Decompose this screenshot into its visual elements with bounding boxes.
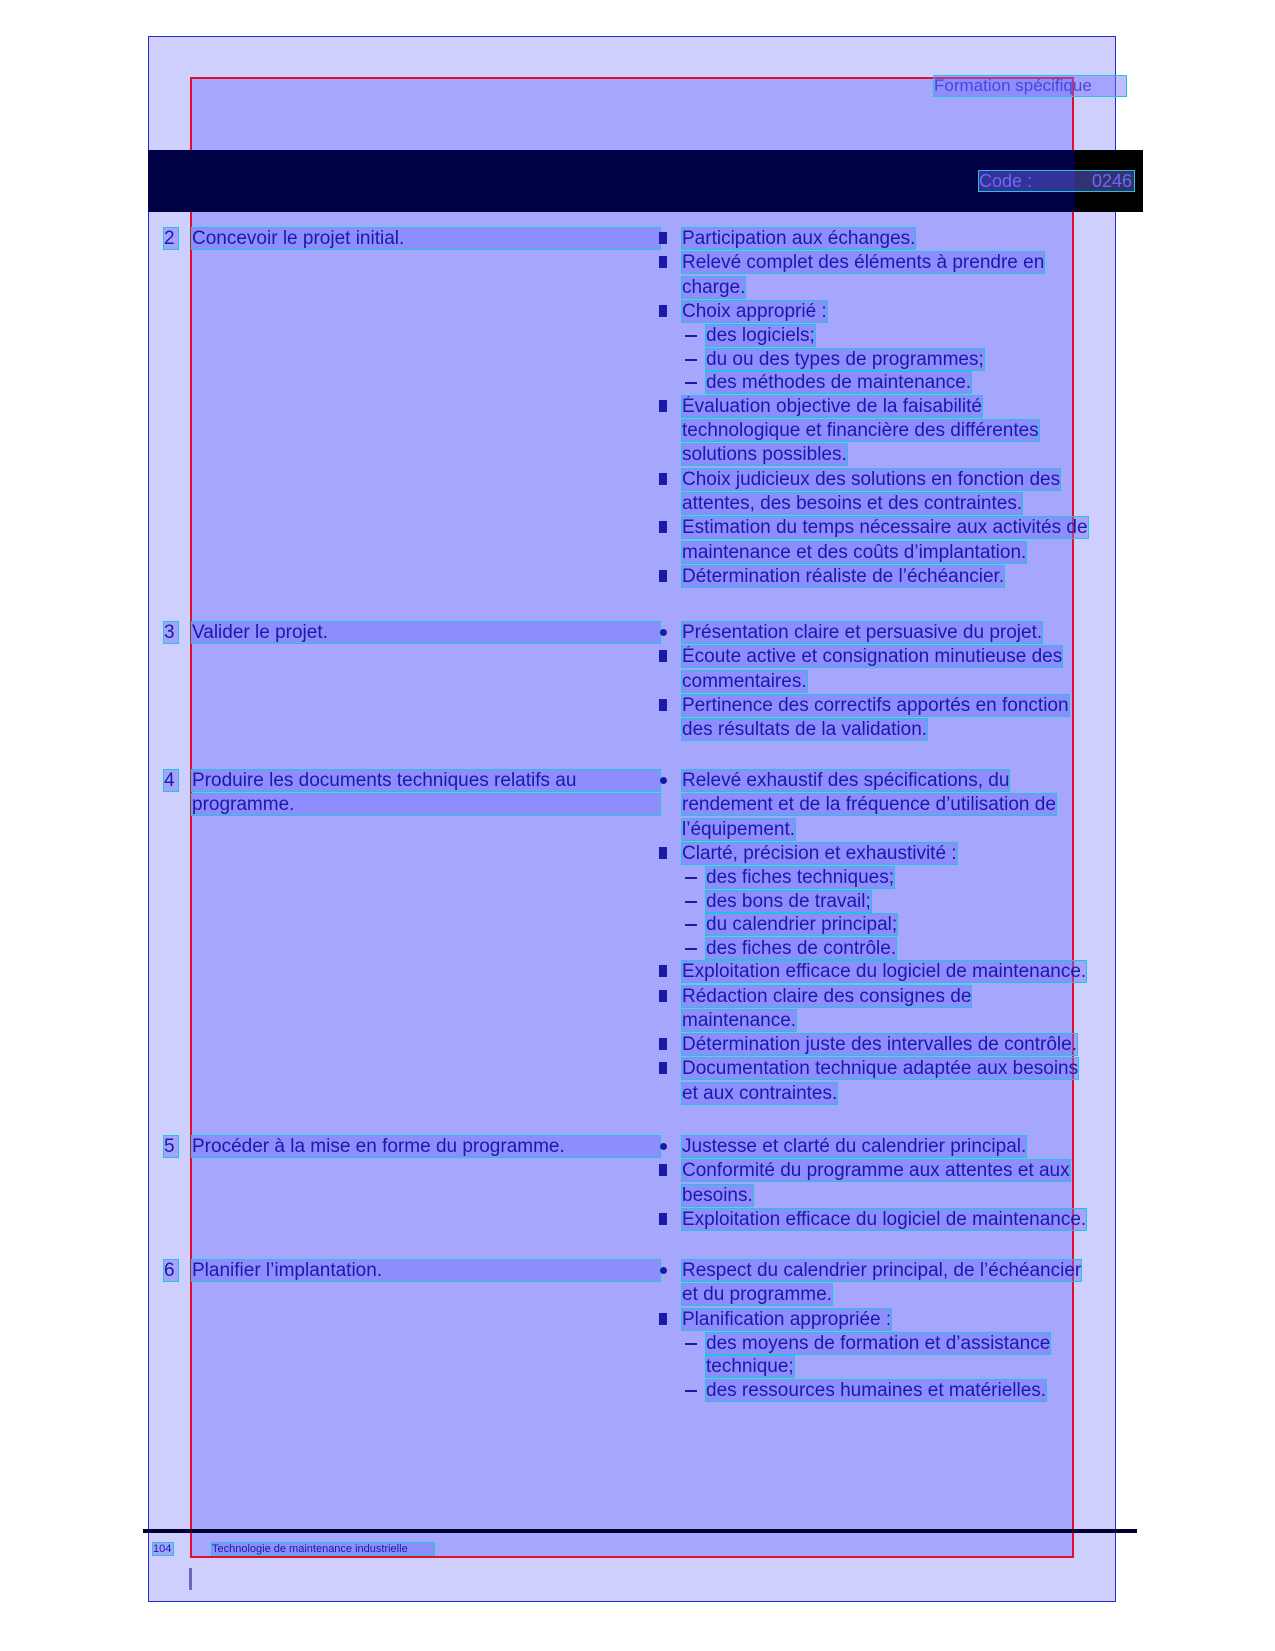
criterion-text: Choix judicieux des solutions en fonction des [682,468,1061,490]
criterion-text: des bons de travail; [706,890,871,912]
bullet-dot [660,777,667,784]
criterion-text: Estimation du temps nécessaire aux activités de [682,517,1088,539]
dash-marker [685,924,697,926]
bullet-marker [659,1313,667,1325]
criterion-text: Choix approprié : [682,300,827,322]
bullet-marker [659,400,667,412]
criterion-text: Exploitation efficace du logiciel de maintenance. [682,961,1087,983]
row-number: 3 [164,622,178,643]
criterion-text: Clarté, précision et exhaustivité : [682,842,957,864]
row-number: 4 [164,770,178,791]
bullet-marker [659,473,667,485]
criterion-text: des résultats de la validation. [682,719,928,741]
criterion-text: des logiciels; [706,325,815,347]
bullet-marker [659,1062,667,1074]
margin-bar [189,1568,192,1590]
criterion-text: Respect du calendrier principal, de l’échéancier [682,1260,1082,1281]
criterion-text: Écoute active et consignation minutieuse des [682,646,1063,668]
criterion-text: Relevé exhaustif des spécifications, du [682,770,1010,791]
criterion-text: attentes, des besoins et des contraintes. [682,492,1023,514]
criterion-text: des fiches de contrôle. [706,937,897,959]
bullet-marker [659,847,667,859]
code-value: 0246 [1091,171,1132,191]
criterion-text: Détermination juste des intervalles de contrôle. [682,1034,1077,1056]
bullet-marker [659,256,667,268]
bullet-marker [659,305,667,317]
bullet-marker [659,521,667,533]
bullet-dot [660,1143,667,1150]
row-title: Produire les documents techniques relatifs au [192,770,660,791]
criterion-text: rendement et de la fréquence d’utilisation de [682,794,1056,816]
criterion-text: du ou des types de programmes; [706,348,984,370]
dash-marker [685,948,697,950]
bullet-marker [659,1213,667,1225]
criterion-text: Relevé complet des éléments à prendre en [682,252,1045,274]
criterion-text: Rédaction claire des consignes de [682,985,972,1007]
criterion-text: Justesse et clarté du calendrier principal. [682,1136,1027,1157]
bullet-dot [660,1267,667,1274]
dash-marker [685,382,697,384]
dash-marker [685,359,697,361]
row-title: Concevoir le projet initial. [192,228,660,249]
row-title: Procéder à la mise en forme du programme. [192,1136,660,1157]
code-label: Code : [979,171,1033,191]
row-number: 2 [164,228,178,249]
criterion-text: Évaluation objective de la faisabilité [682,395,982,417]
dash-marker [685,1390,697,1392]
section-label: Formation spécifique [934,76,1126,96]
criterion-text: des méthodes de maintenance. [706,372,972,394]
criterion-text: des ressources humaines et matérielles. [706,1379,1047,1401]
criterion-text: Documentation technique adaptée aux besoins [682,1058,1079,1080]
bullet-marker [659,1164,667,1176]
criterion-text: l’équipement. [682,818,796,840]
bullet-marker [659,990,667,1002]
row-title: Planifier l’implantation. [192,1260,660,1281]
bullet-marker [659,650,667,662]
criterion-text: charge. [682,276,746,298]
criterion-text: besoins. [682,1184,753,1206]
criterion-text: et du programme. [682,1284,832,1306]
bullet-marker [659,965,667,977]
criterion-text: Participation aux échanges. [682,228,916,249]
criterion-text: Exploitation efficace du logiciel de maintenance. [682,1208,1087,1230]
row-number: 5 [164,1136,178,1157]
dash-marker [685,901,697,903]
criterion-text: et aux contraintes. [682,1082,838,1104]
criterion-text: des moyens de formation et d’assistance [706,1332,1051,1354]
criterion-text: des fiches techniques; [706,867,895,889]
bullet-marker [659,232,667,244]
row-title: programme. [192,794,660,815]
bullet-marker [659,570,667,582]
criterion-text: Pertinence des correctifs apportés en fonction [682,694,1069,716]
row-number: 6 [164,1260,178,1281]
criterion-text: commentaires. [682,670,807,692]
criterion-text: Planification appropriée : [682,1308,892,1330]
criterion-text: Présentation claire et persuasive du projet. [682,622,1043,643]
criterion-text: technologique et financière des différentes [682,420,1039,441]
criterion-text: maintenance et des coûts d’implantation. [682,541,1027,563]
criterion-text: du calendrier principal; [706,914,898,936]
criterion-text: technique; [706,1356,794,1378]
bullet-marker [659,699,667,711]
dash-marker [685,877,697,879]
footer-title: Technologie de maintenance industrielle [212,1543,434,1555]
row-title: Valider le projet. [192,622,660,643]
criterion-text: Conformité du programme aux attentes et aux [682,1160,1070,1182]
program-code [979,171,1134,191]
criterion-text: solutions possibles. [682,444,847,466]
criterion-text: Détermination réaliste de l’échéancier. [682,565,1005,587]
footer-page-number: 104 [153,1543,172,1555]
dash-marker [685,1343,697,1345]
bullet-marker [659,1038,667,1050]
criterion-text: maintenance. [682,1009,797,1031]
dash-marker [685,335,697,337]
footer-rule [143,1529,1137,1533]
bullet-dot [660,629,667,636]
